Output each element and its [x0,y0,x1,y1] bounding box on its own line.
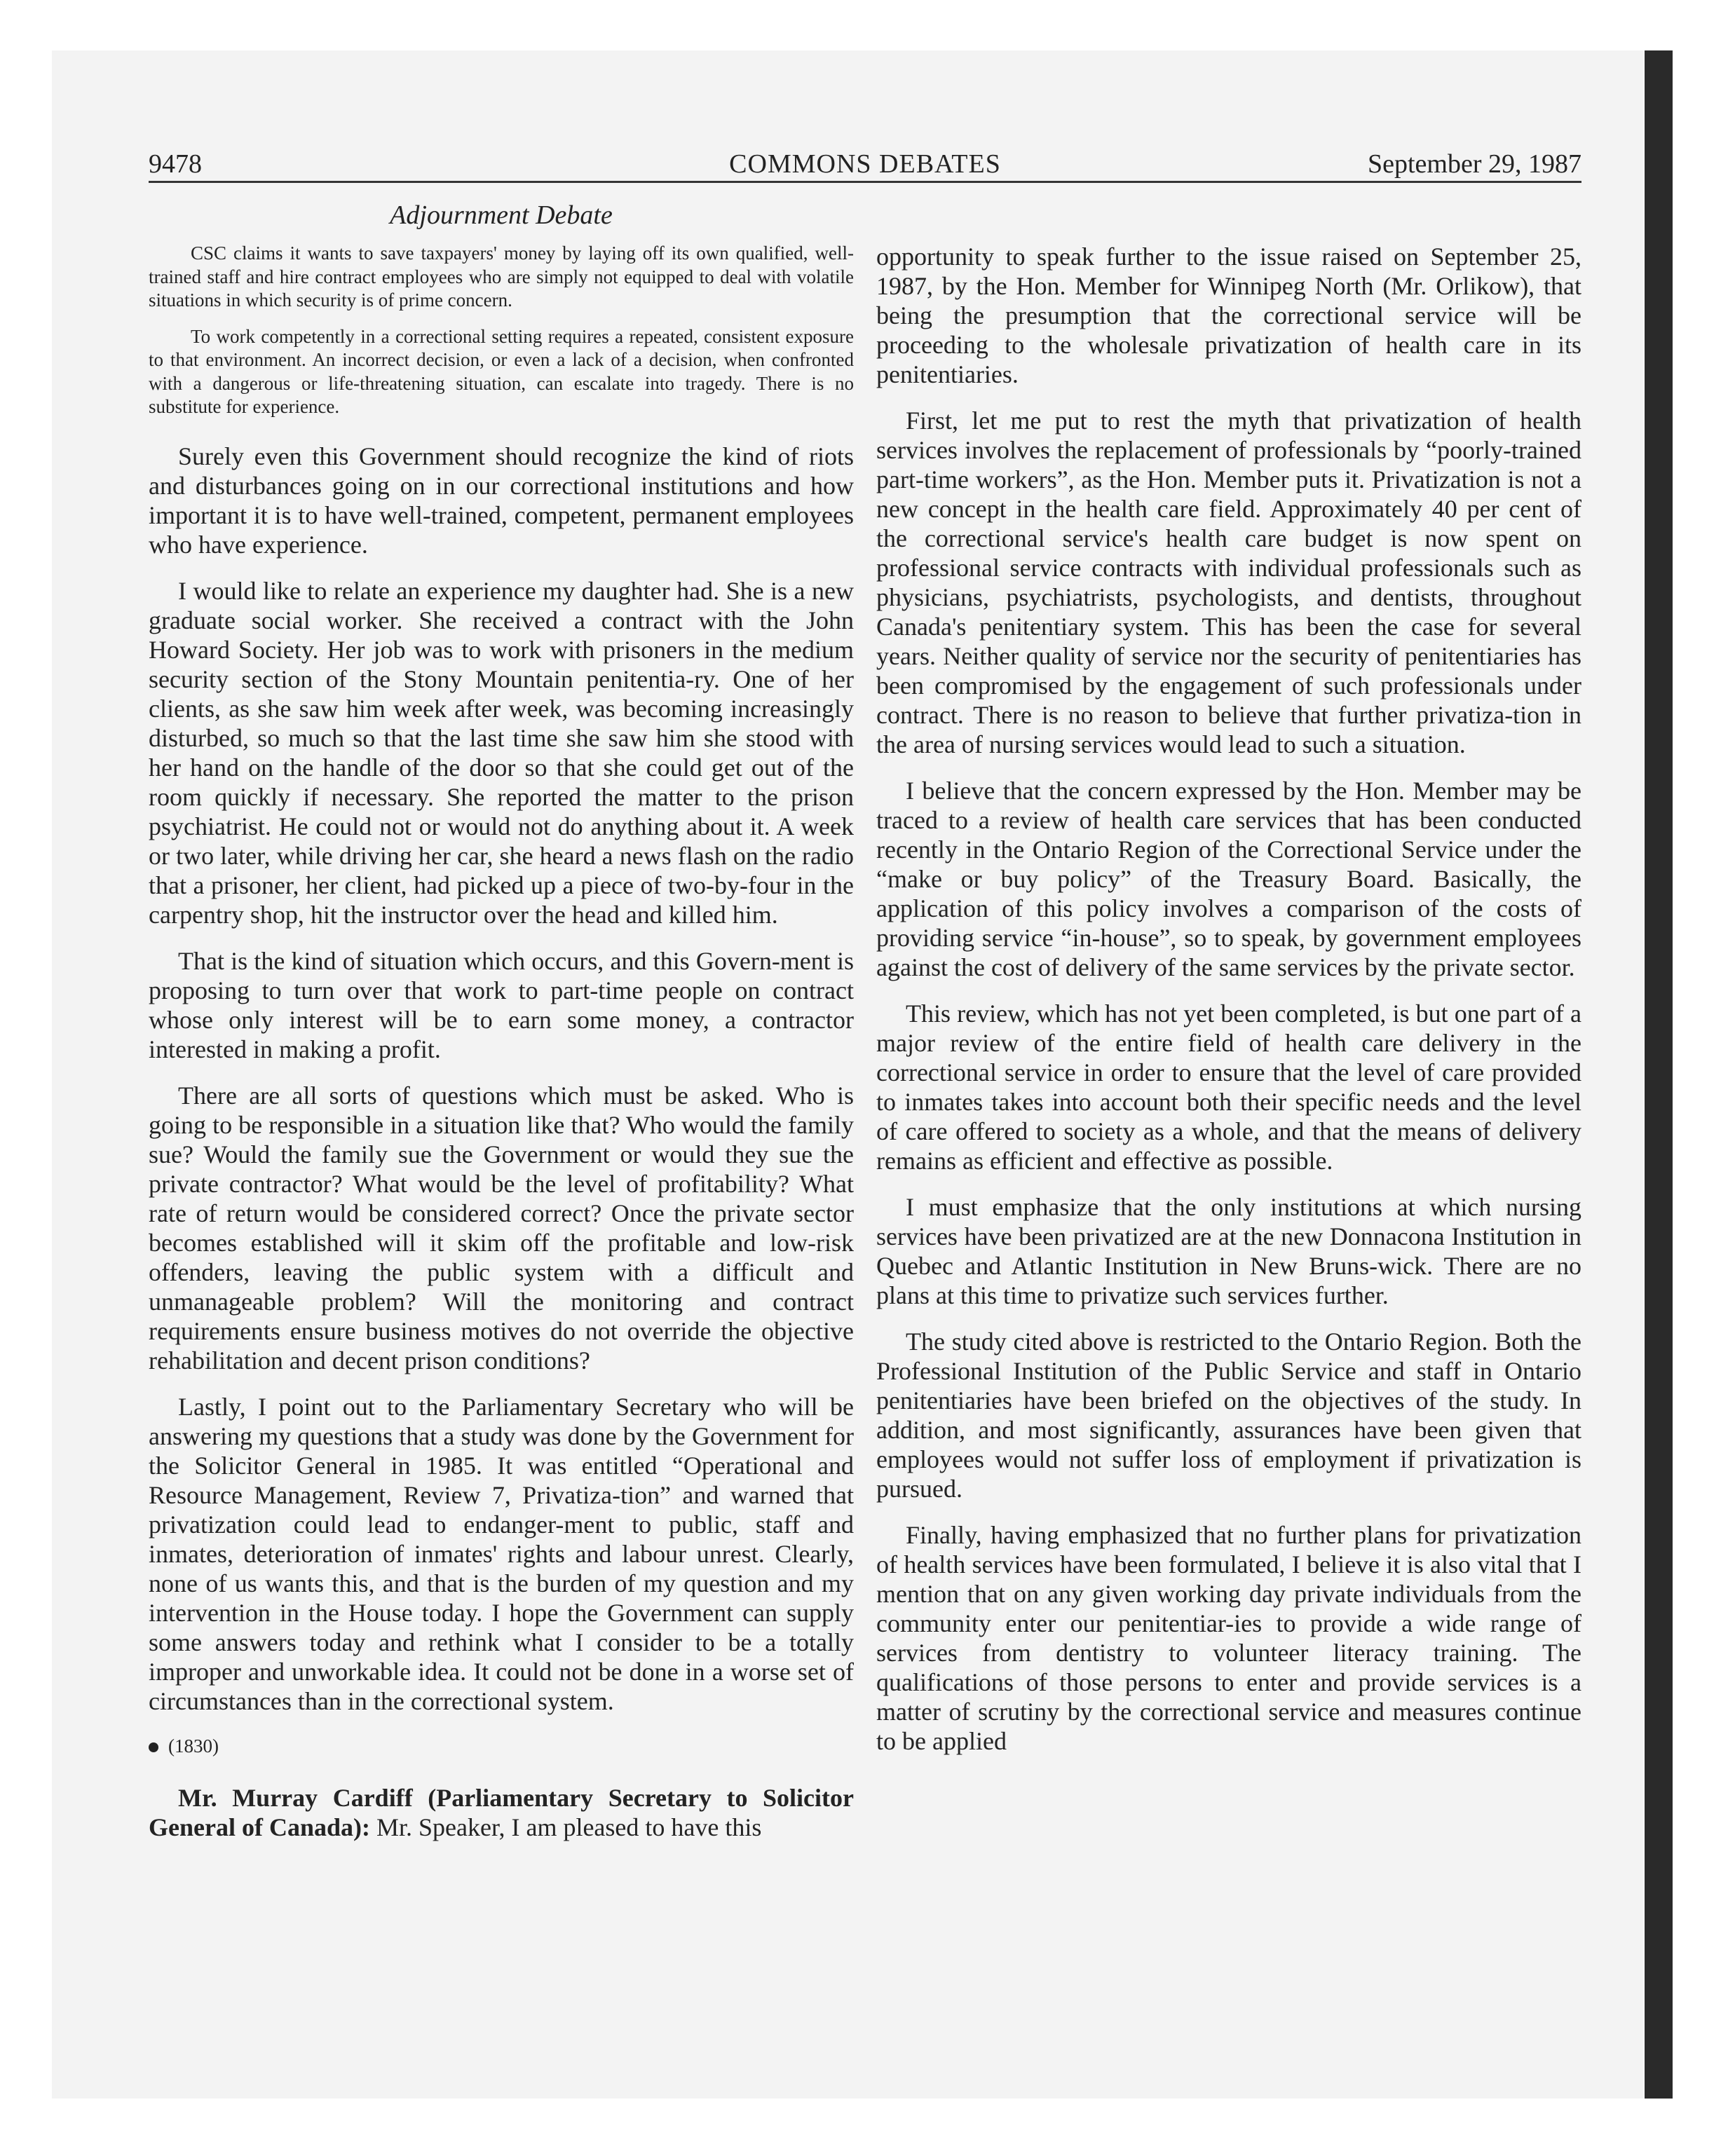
body-paragraph: That is the kind of situation which occurs, and this Govern-ment is proposing to turn over that work to part-time people on contract whose only interest will be to earn some money, a contractor interested in making a profit. [149,946,854,1063]
page-number: 9478 [149,149,202,179]
body-paragraph: First, let me put to rest the myth that privatization of health services involves the replacement of professionals by “poorly-trained part-time workers”, as the Hon. Member puts it. Privatization is not a new concept in the health care field. Approximately 40 per cent of the correctional service's health care budget is now spent on professional service contracts with individual professionals such as physicians, psychiatrists, psychologists, and dentists, throughout Canada's penitentiary system. This has been the case for several years. Neither quality of service nor the security of penitentiaries has been compromised by the engagement of such professionals under contract. There is no reason to believe that further privatiza-tion in the area of nursing services would lead to such a situation. [876,407,1581,758]
scan-edge-bar [1645,50,1673,2099]
right-column [876,242,1581,1773]
body-paragraph: This review, which has not yet been completed, is but one part of a major review of the entire field of health care delivery in the correctional service in order to ensure that the level of care provided to inmates takes into account both their specific needs and the level of care offered to society as a whole, and that the means of delivery remains as efficient and effective as possible. [876,999,1581,1175]
body-paragraph: There are all sorts of questions which must be asked. Who is going to be responsible in a situation like that? Who would the family sue? Would the family sue the Government or would they sue the private contractor? What would be the level of profitability? What rate of return would be considered correct? Once the private sector becomes established will it skim off the profitable and low-risk offenders, leaving the public system with a difficult and unmanageable problem? Will the monitoring and contract requirements ensure business motives do not override the objective rehabilitation and decent prison conditions? [149,1081,854,1374]
quote-paragraph: To work competently in a correctional setting requires a repeated, consistent exposure to that environment. An incorrect decision, or even a lack of a decision, when confronted with a dangerous or life-threatening situation, can escalate into tragedy. There is no substitute for experience. [149,325,854,417]
section-title: Adjournment Debate [390,200,613,230]
quote-paragraph: CSC claims it wants to save taxpayers' money by laying off its own qualified, well-trained staff and hire contract employees who are simply not equipped to deal with volatile situations in which security is of prime concern. [149,243,854,311]
bullet-icon [149,1742,158,1752]
body-paragraph: I would like to relate an experience my daughter had. She is a new graduate social worker. She received a contract with the John Howard Society. Her job was to work with prisoners in the medium security section of the Stony Mountain penitentia-ry. One of her clients, as she saw him week after week, was becoming increasingly disturbed, so much so that the last time she saw him she stood with her hand on the handle of the door so that she could get out of the room quickly if necessary. She reported the matter to the prison psychiatrist. He could not or would not do anything about it. A week or two later, while driving her car, she heard a news flash on the radio that a prisoner, her client, had picked up a piece of two-by-four in the carpentry shop, hit the instructor over the head and killed him. [149,576,854,929]
left-column [149,242,854,1859]
body-paragraph: Surely even this Government should recognize the kind of riots and disturbances going on in our correctional institutions and how important it is to have well-trained, competent, permanent employees who have experience. [149,442,854,559]
speaker-name: Mr. Murray Cardiff (Parliamentary Secretary to Solicitor General of Canada): [149,1783,854,1841]
speaker-paragraph [149,1783,854,1842]
header-rule [149,181,1581,183]
time-stamp [149,1733,854,1759]
continued-paragraph: opportunity to speak further to the issue raised on September 25, 1987, by the Hon. Member for Winnipeg North (Mr. Orlikow), that being the presumption that the correctional service will be proceeding to the wholesale privatization of health care in its penitentiaries. [876,243,1581,388]
body-paragraph: The study cited above is restricted to the Ontario Region. Both the Professional Institution of the Public Service and staff in Ontario penitentiaries have been briefed on the objectives of the study. In addition, and most significantly, assurances have been given that employees would not suffer loss of employment if privatization is pursued. [876,1328,1581,1503]
body-paragraph: I believe that the concern expressed by the Hon. Member may be traced to a review of health care services that has been conducted recently in the Ontario Region of the Correctional Service under the “make or buy policy” of the Treasury Board. Basically, the application of this policy involves a comparison of the costs of providing service “in-house”, so to speak, by government employees against the cost of delivery of the same services by the private sector. [876,777,1581,981]
speaker-text: Mr. Speaker, I am pleased to have this [369,1813,762,1841]
publication-date: September 29, 1987 [1367,149,1581,179]
publication-title: COMMONS DEBATES [729,149,1001,179]
page-header [149,146,1581,182]
body-paragraph: Lastly, I point out to the Parliamentary Secretary who will be answering my questions that a study was done by the Government for the Solicitor General in 1985. It was entitled “Operational and Resource Management, Review 7, Privatiza-tion” and warned that privatization could lead to endanger-ment to public, staff and inmates, deterioration of inmates' rights and labour unrest. Clearly, none of us wants this, and that is the burden of my question and my intervention in the House today. I hope the Government can supply some answers today and rethink what I consider to be a totally improper and unworkable idea. It could not be done in a worse set of circumstances than in the correctional system. [149,1392,854,1715]
body-paragraph: I must emphasize that the only institutions at which nursing services have been privatized are at the new Donnacona Institution in Quebec and Atlantic Institution in New Bruns-wick. There are no plans at this time to privatize such services further. [876,1193,1581,1309]
body-paragraph: Finally, having emphasized that no further plans for privatization of health services have been formulated, I believe it is also vital that I mention that on any given working day private individuals from the community enter our penitentiar-ies to provide a wide range of services from dentistry to volunteer literacy training. The qualifications of those persons to enter and provide services is a matter of scrutiny by the correctional service and measures continue to be applied [876,1521,1581,1755]
time-stamp-text: (1830) [168,1735,219,1756]
